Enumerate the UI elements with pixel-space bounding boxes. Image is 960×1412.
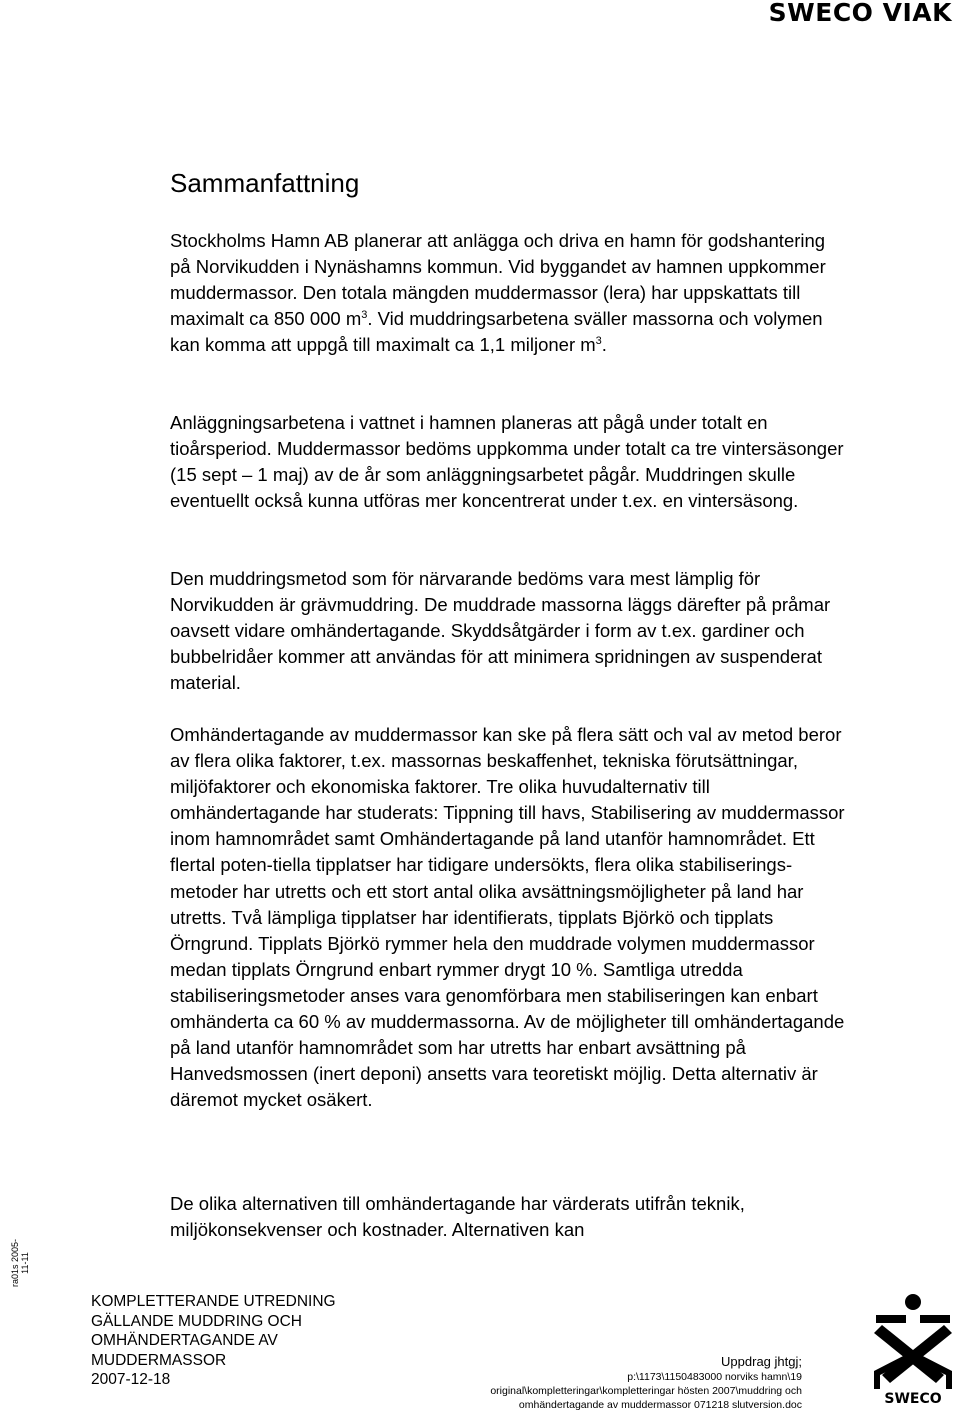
sweco-emblem-icon xyxy=(872,1293,954,1405)
paragraph-1-text-c: . xyxy=(601,334,607,356)
emblem-head-icon xyxy=(905,1294,921,1310)
footer-line: GÄLLANDE MUDDRING OCH xyxy=(91,1312,302,1330)
paragraph-1-text-a: Stockholms Hamn AB planerar att anlägga och driva en hamn för godshantering på Norvikudden i Nynäshamns kommun. Vid byggandet av hamnen uppkommer muddermassor. Den totala mängden muddermassor (lera) har uppskattats till maximalt ca 850 000 m xyxy=(170,230,826,330)
emblem-text: SWECO xyxy=(884,1391,942,1405)
footer-line: KOMPLETTERANDE UTREDNING xyxy=(91,1293,336,1310)
file-path-line: p:\1173\1150483000 norviks hamn\19 xyxy=(627,1371,802,1383)
uppdrag-label: Uppdrag jhtgj; xyxy=(721,1354,802,1369)
paragraph-4: Omhändertagande av muddermassor kan ske på flera sätt och val av metod beror av flera olika faktorer, t.ex. massornas beskaffenhet, tekniska förutsättningar, miljöfaktorer och ekonomiska faktorer. Tre olika huvudalternativ till omhändertagande har studerats: Tippning till havs, Stabilisering av muddermassor inom hamnområdet samt Omhändertagande på land utanför hamnområdet. Ett flertal poten-tiella tipplatser har tidigare undersökts, flera olika stabiliserings-metoder har utretts och ett stort antal olika avsättningsmöjligheter på land har utretts. Två lämpliga tipplatser har identifierats, tipplats Björkö och tipplats Örngrund. Tipplats Björkö rymmer hela den muddrade volymen muddermassor medan tipplats Örngrund enbart rymmer drygt 10 %. Samtliga utredda stabiliseringsmetoder anses vara genomförbara men stabiliseringen kan enbart omhänderta ca 60 % av muddermassorna. Av de möjligheter till omhändertagande på land utanför hamnområdet som har utretts har enbart avsättning på Hanvedsmossen (inert deponi) ansetts vara teoretiskt möjlig. Detta alternativ är däremot mycket osäkert. xyxy=(170,724,845,1111)
section-title: Sammanfattning xyxy=(170,168,360,198)
file-path-line: omhändertagande av muddermassor 071218 slutversion.doc xyxy=(518,1399,802,1411)
footer-date: 2007-12-18 xyxy=(91,1371,171,1388)
document-code: ra01s 2005-11-11 xyxy=(10,1238,30,1288)
footer-title-block xyxy=(91,1292,336,1390)
superscript-3: 3 xyxy=(361,309,368,322)
file-path-line: original\kompletteringar\kompletteringar hösten 2007\muddring och xyxy=(490,1385,802,1397)
footer-file-info xyxy=(490,1353,802,1412)
paragraph-1 xyxy=(170,228,850,358)
footer-line: MUDDERMASSOR xyxy=(91,1351,227,1369)
paragraph-2: Anläggningsarbetena i vattnet i hamnen planeras att pågå under totalt en tioårsperiod. Muddermassor bedöms uppkomma under totalt ca tre vintersäsonger (15 sept – 1 maj) av de år som anläggningsarbetet pågår. Muddringen skulle eventuellt också kunna utföras mer koncentrerat under t.ex. en vintersäsong. xyxy=(170,412,844,512)
sweco-viak-logo: SWECO VIAK xyxy=(768,0,952,27)
paragraph-3: Den muddringsmetod som för närvarande bedöms vara mest lämplig för Norvikudden är grävmuddring. De muddrade massorna läggs därefter på pråmar oavsett vidare omhändertagande. Skyddsåtgärder i form av t.ex. gardiner och bubbelridåer kommer att användas för att minimera spridningen av suspenderat material. xyxy=(170,568,831,694)
paragraph-1-text-b: . Vid muddringsarbetena sväller massorna och volymen kan komma att uppgå till maximalt ca 1,1 miljoner m xyxy=(170,308,823,356)
footer-line: OMHÄNDERTAGANDE AV xyxy=(91,1332,278,1349)
paragraph-5: De olika alternativen till omhändertagande har värderats utifrån teknik, miljökonsekvenser och kostnader. Alternativen kan xyxy=(170,1193,745,1241)
superscript-3: 3 xyxy=(595,335,602,348)
